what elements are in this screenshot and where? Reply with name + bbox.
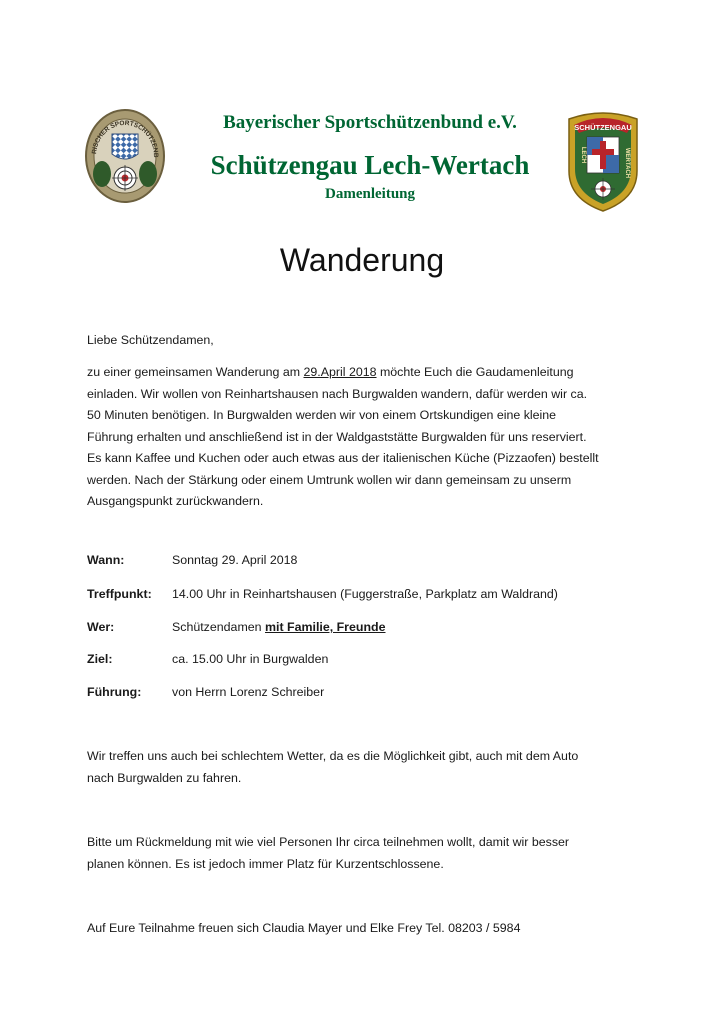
body-line-6: werden. Nach der Stärkung oder einem Umtrunk wollen wir dann gemeinsam zu unserm (87, 472, 572, 487)
district-name: Schützengau Lech-Wertach (210, 150, 530, 180)
body-line-4: Führung erhalten und anschließend ist in der Waldgaststätte Burgwalden für uns reserviert. (87, 429, 587, 444)
invitation-paragraph (87, 362, 647, 513)
detail-label: Treffpunkt: (87, 587, 152, 601)
body-line-2: einladen. Wir wollen von Reinhartshausen nach Burgwalden wandern, dafür werden wir ca. (87, 386, 588, 401)
detail-label: Wer: (87, 620, 115, 634)
body-line-1: zu einer gemeinsamen Wanderung am 29.April 2018 möchte Euch die Gaudamenleitung (87, 365, 574, 379)
page-title: Wanderung (279, 242, 445, 278)
crest-text-left: LECH (580, 146, 586, 164)
bssb-emblem-icon (84, 108, 166, 204)
body-line-3: 50 Minuten benötigen. In Burgwalden werden wir von einem Ortskundigen eine kleine (87, 408, 557, 422)
crest-text-top: SCHÜTZENGAU (574, 123, 632, 132)
closing-line: Auf Eure Teilnahme freuen sich Claudia Mayer und Elke Frey Tel. 08203 / 5984 (87, 921, 521, 935)
body-line-7: Ausgangspunkt zurückwandern. (87, 494, 264, 508)
detail-value: 14.00 Uhr in Reinhartshausen (Fuggerstraße, Parkplatz am Waldrand) (172, 587, 558, 601)
participants-emphasis: mit Familie, Freunde (265, 620, 386, 634)
detail-label: Führung: (87, 685, 142, 699)
detail-value: Schützendamen mit Familie, Freunde (172, 620, 386, 634)
department-name: Damenleitung (325, 186, 415, 202)
schuetzengau-crest-icon (565, 105, 641, 213)
detail-label: Wann: (87, 553, 125, 567)
greeting: Liebe Schützendamen, (87, 333, 214, 347)
weather-paragraph: Wir treffen uns auch bei schlechtem Wetter, da es die Möglichkeit gibt, auch mit dem Auto nach Burgwalden zu fahren. (87, 749, 579, 785)
crest-text-right: WERTACH (624, 147, 630, 179)
feedback-paragraph: Bitte um Rückmeldung mit wie viel Personen Ihr circa teilnehmen wollt, damit wir besser planen können. Es ist jedoch immer Platz für Kurzentschlossene. (87, 835, 570, 871)
body-line-5: Es kann Kaffee und Kuchen oder auch etwas aus der italienischen Küche (Pizzaofen) bestellt (87, 451, 599, 465)
detail-value: ca. 15.00 Uhr in Burgwalden (172, 652, 329, 666)
detail-value: von Herrn Lorenz Schreiber (172, 685, 325, 699)
detail-value: Sonntag 29. April 2018 (172, 553, 298, 567)
detail-label: Ziel: (87, 652, 113, 666)
event-date: 29.April 2018 (303, 365, 377, 379)
emblem-text: RISCHER SPORTSCHÜTZENB (91, 119, 160, 158)
association-name: Bayerischer Sportschützenbund e.V. (223, 112, 517, 133)
